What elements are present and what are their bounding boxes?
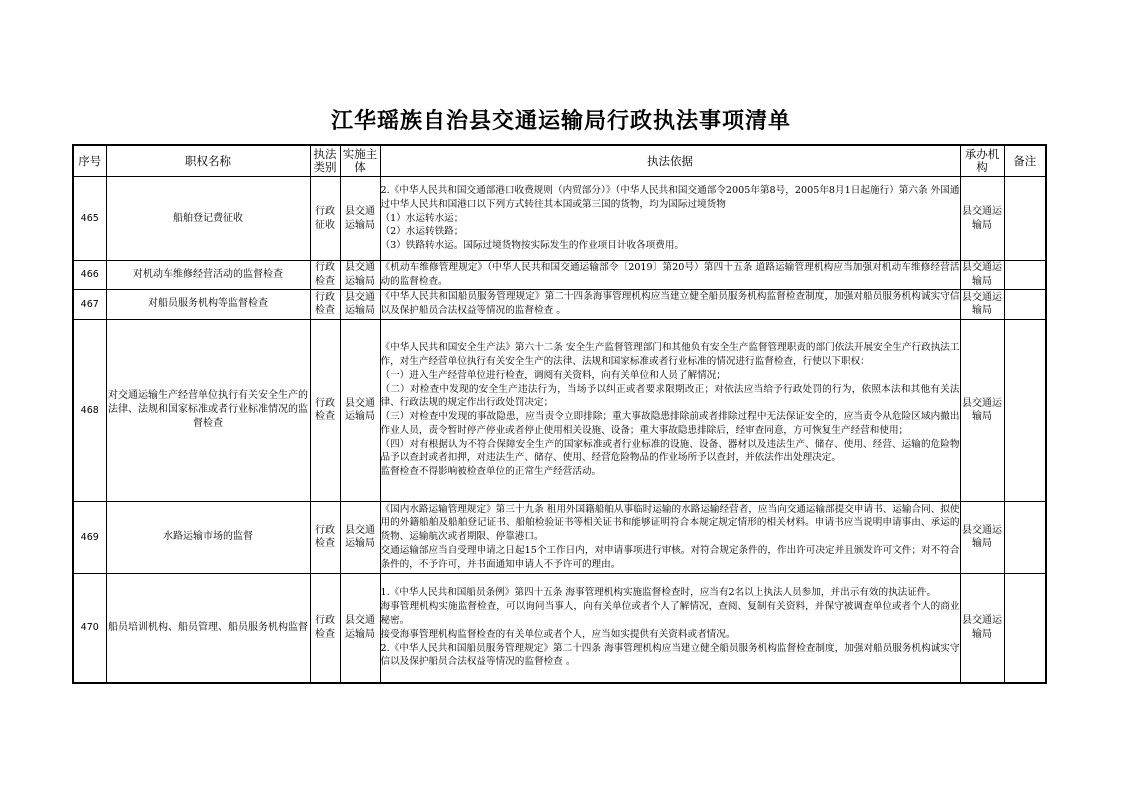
row-subject: 县交通运输局 [340, 501, 380, 573]
row-org: 县交通运输局 [960, 177, 1004, 261]
row-org: 县交通运输局 [960, 573, 1004, 683]
row-basis [380, 177, 960, 261]
basis-paragraph: 《中华人民共和国安全生产法》第六十二条 安全生产监督管理部门和其他负有安全生产监督管理职责的部门依法开展安全生产行政执法工作，对生产经营单位执行有关安全生产的法律、法规和国家标准或者行业标准的情况进行监督检查，行使以下职权： [380, 342, 960, 367]
row-subject: 县交通运输局 [340, 573, 380, 683]
row-type: 行政征收 [310, 177, 340, 261]
table-row [73, 261, 1046, 290]
row-name: 船员培训机构、船员管理、船员服务机构监督 [106, 573, 310, 683]
row-seq: 465 [73, 177, 106, 261]
row-basis [380, 573, 960, 683]
row-name: 对机动车维修经营活动的监督检查 [106, 261, 310, 290]
row-note [1004, 501, 1046, 573]
row-name: 对交通运输生产经营单位执行有关安全生产的法律、法规和国家标准或者行业标准情况的监督检查 [106, 319, 310, 501]
basis-paragraph: （四）对有根据认为不符合保障安全生产的国家标准或者行业标准的设施、设备、器材以及违法生产、储存、使用、经营、运输的危险物品予以查封或者扣押，对违法生产、储存、使用、经营危险物品的作业场所予以查封，并依法作出处理决定。 [380, 438, 960, 464]
row-seq: 469 [73, 501, 106, 573]
basis-paragraph: （1）水运转水运； [380, 212, 464, 224]
basis-paragraph: 《机动车维修管理规定》（中华人民共和国交通运输部令〔2019〕第20号）第四十五条 道路运输管理机构应当加强对机动车维修经营活动的监督检查。 [380, 262, 960, 287]
header-subject: 实施主体 [340, 145, 380, 177]
row-seq: 467 [73, 289, 106, 319]
table-row [73, 501, 1046, 573]
row-org: 县交通运输局 [960, 501, 1004, 573]
row-basis [380, 319, 960, 501]
header-type: 执法类别 [310, 145, 340, 177]
table-row [73, 573, 1046, 683]
header-basis: 执法依据 [380, 145, 960, 177]
page-title: 江华瑶族自治县交通运输局行政执法事项清单 [330, 108, 791, 134]
enforcement-items-table [72, 144, 1047, 684]
row-type: 行政检查 [310, 261, 340, 290]
basis-paragraph: 接受海事管理机构监督检查的有关单位或者个人，应当如实提供有关资料或者情况。 [380, 628, 736, 640]
row-note [1004, 177, 1046, 261]
basis-paragraph: 1.《中华人民共和国船员条例》第四十五条 海事管理机构实施监督检查时，应当有2名以上执法人员参加，并出示有效的执法证件。 [380, 587, 937, 599]
basis-paragraph: （3）铁路转水运。国际过境货物按实际发生的作业项目计收各项费用。 [380, 240, 685, 252]
table-body [73, 177, 1046, 684]
row-basis [380, 261, 960, 290]
row-subject: 县交通运输局 [340, 289, 380, 319]
basis-paragraph: （三）对检查中发现的事故隐患，应当责令立即排除；重大事故隐患排除前或者排除过程中无法保证安全的，应当责令从危险区域内撤出作业人员，责令暂时停产停业或者停止使用相关设施、设备；重大事故隐患排除后，经审查同意，方可恢复生产经营和使用； [380, 411, 960, 436]
table-row [73, 177, 1046, 261]
row-name: 船舶登记费征收 [106, 177, 310, 261]
row-subject: 县交通运输局 [340, 261, 380, 290]
row-type: 行政检查 [310, 289, 340, 319]
header-name: 职权名称 [106, 145, 310, 177]
row-type: 行政检查 [310, 573, 340, 683]
row-basis [380, 501, 960, 573]
basis-paragraph: （二）对检查中发现的安全生产违法行为，当场予以纠正或者要求限期改正；对依法应当给予行政处罚的行为，依照本法和其他有关法律、行政法规的规定作出行政处罚决定； [380, 383, 960, 409]
basis-paragraph: 《国内水路运输管理规定》第三十九条 租用外国籍船舶从事临时运输的水路运输经营者，应当向交通运输部提交申请书、运输合同、拟使用的外籍船舶及船舶登记证书、船舶检验证书等相关证书和能够证明符合本规定规定情形的相关材料。申请书应当说明申请事由、承运的货物、运输航次或者期限、停靠港口。 [380, 503, 960, 543]
row-org: 县交通运输局 [960, 261, 1004, 290]
basis-paragraph: 海事管理机构实施监督检查，可以询问当事人，向有关单位或者个人了解情况，查阅、复制有关资料，并保守被调查单位或者个人的商业秘密。 [380, 601, 960, 627]
basis-paragraph: 交通运输部应当自受理申请之日起15个工作日内，对申请事项进行审核。对符合规定条件的，作出许可决定并且颁发许可文件；对不符合条件的，不予许可，并书面通知申请人不予许可的理由。 [380, 544, 960, 570]
row-org: 县交通运输局 [960, 319, 1004, 501]
row-note [1004, 289, 1046, 319]
table-header-row [73, 145, 1046, 177]
row-seq: 468 [73, 319, 106, 501]
row-note [1004, 319, 1046, 501]
row-type: 行政检查 [310, 319, 340, 501]
row-subject: 县交通运输局 [340, 177, 380, 261]
basis-paragraph: 2.《中华人民共和国交通部港口收费规则（内贸部分）》（中华人民共和国交通部令2005年第8号，2005年8月1日起施行）第六条 外国通过中华人民共和国港口以下列方式转往其本国或第三国的货物，均为国际过境货物 [380, 185, 960, 210]
header-note: 备注 [1004, 145, 1046, 177]
row-name: 对船员服务机构等监督检查 [106, 289, 310, 319]
row-seq: 466 [73, 261, 106, 290]
row-name: 水路运输市场的监督 [106, 501, 310, 573]
basis-paragraph: （一）进入生产经营单位进行检查，调阅有关资料，向有关单位和人员了解情况； [380, 369, 726, 381]
row-note [1004, 261, 1046, 290]
row-basis [380, 289, 960, 319]
table-row [73, 319, 1046, 501]
basis-paragraph: 监督检查不得影响被检查单位的正常生产经营活动。 [380, 466, 602, 478]
header-seq: 序号 [73, 145, 106, 177]
header-org: 承办机构 [960, 145, 1004, 177]
row-note [1004, 573, 1046, 683]
row-type: 行政检查 [310, 501, 340, 573]
basis-paragraph: 2.《中华人民共和国船员服务管理规定》第二十四条 海事管理机构应当建立健全船员服务机构监督检查制度，加强对船员服务机构诚实守信以及保护船员合法权益等情况的监督检查 。 [380, 642, 960, 668]
row-subject: 县交通运输局 [340, 319, 380, 501]
row-seq: 470 [73, 573, 106, 683]
basis-paragraph: （2）水运转铁路； [380, 226, 464, 238]
row-org: 县交通运输局 [960, 289, 1004, 319]
basis-paragraph: 《中华人民共和国船员服务管理规定》第二十四条海事管理机构应当建立健全船员服务机构监督检查制度，加强对船员服务机构诚实守信以及保护船员合法权益等情况的监督检查 。 [380, 291, 960, 317]
table-row [73, 289, 1046, 319]
